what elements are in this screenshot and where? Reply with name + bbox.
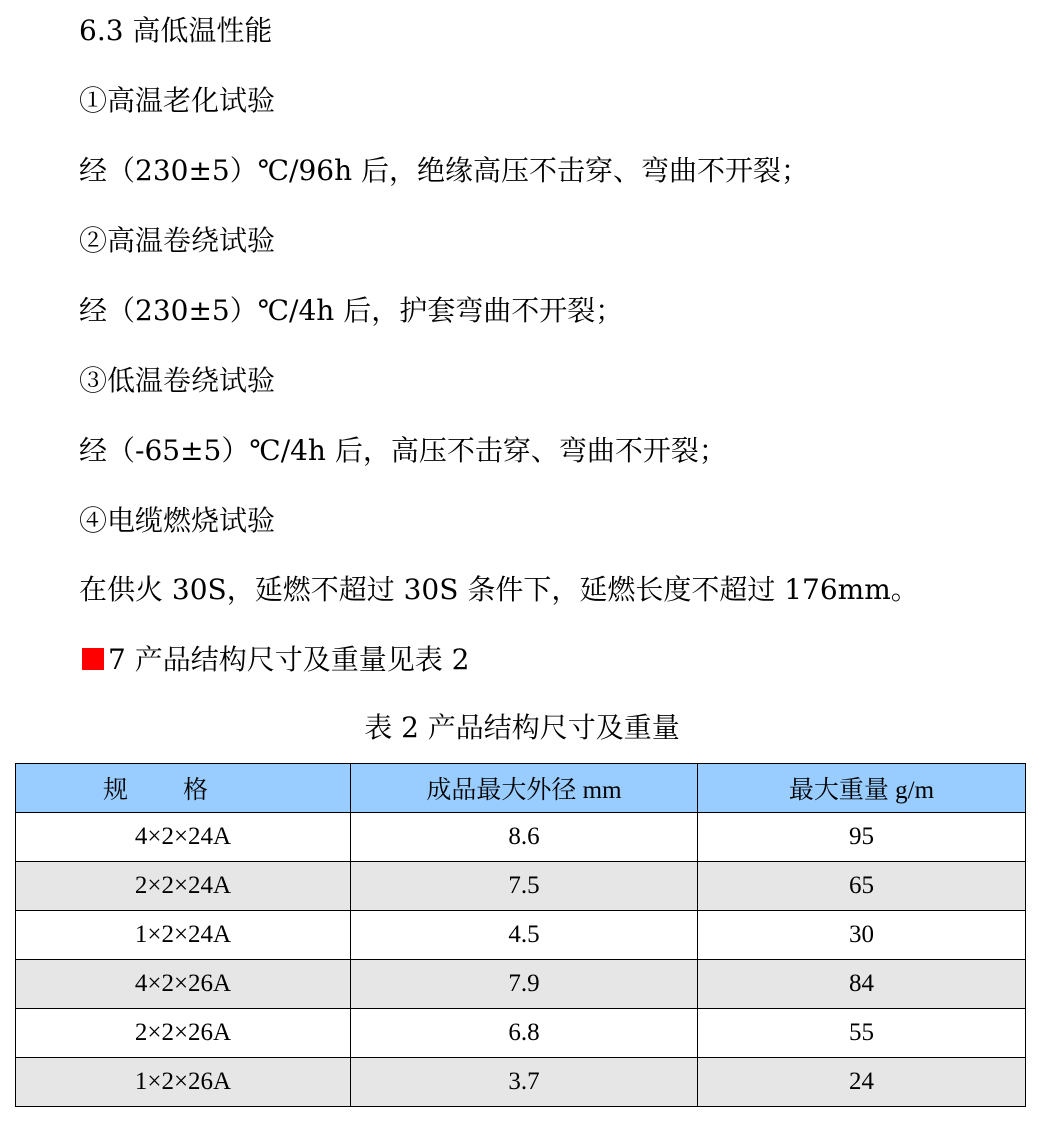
cell-weight: 55 (698, 1009, 1026, 1058)
item-heading-3: ③低温卷绕试验 (79, 364, 276, 397)
item-heading-4: ④电缆燃烧试验 (79, 504, 276, 537)
cell-weight: 24 (698, 1058, 1026, 1107)
cell-weight: 84 (698, 960, 1026, 1009)
cell-weight: 30 (698, 911, 1026, 960)
table-row (16, 862, 1026, 911)
cell-spec: 4×2×26A (16, 960, 351, 1009)
table-row (16, 1058, 1026, 1107)
cell-spec: 2×2×26A (16, 1009, 351, 1058)
section-7-heading (79, 643, 469, 677)
col-header-weight: 最大重量 g/m (698, 764, 1026, 813)
col-header-spec: 规格 (16, 764, 351, 813)
item-heading-2: ②高温卷绕试验 (79, 224, 276, 257)
table-header-row (16, 764, 1026, 813)
spec-table (15, 763, 1026, 1107)
cell-weight: 95 (698, 813, 1026, 862)
cell-diameter: 7.9 (351, 960, 698, 1009)
cell-spec: 1×2×26A (16, 1058, 351, 1107)
cell-spec: 4×2×24A (16, 813, 351, 862)
cell-spec: 1×2×24A (16, 911, 351, 960)
item-text-4: 在供火 30S，延燃不超过 30S 条件下，延燃长度不超过 176mm。 (79, 573, 919, 606)
cell-diameter: 7.5 (351, 862, 698, 911)
item-text-1: 经（230±5）℃/96h 后，绝缘高压不击穿、弯曲不开裂； (79, 154, 810, 187)
table-row (16, 813, 1026, 862)
cell-diameter: 3.7 (351, 1058, 698, 1107)
cell-diameter: 4.5 (351, 911, 698, 960)
cell-diameter: 6.8 (351, 1009, 698, 1058)
item-text-3: 经（-65±5）℃/4h 后，高压不击穿、弯曲不开裂； (79, 434, 727, 467)
table-caption: 表 2 产品结构尺寸及重量 (364, 711, 680, 744)
item-heading-1: ①高温老化试验 (79, 84, 276, 117)
cell-weight: 65 (698, 862, 1026, 911)
cell-spec: 2×2×24A (16, 862, 351, 911)
red-square-bullet-icon (82, 648, 104, 670)
item-text-2: 经（230±5）℃/4h 后，护套弯曲不开裂； (79, 294, 624, 327)
table-row (16, 1009, 1026, 1058)
cell-diameter: 8.6 (351, 813, 698, 862)
table-row (16, 911, 1026, 960)
section-title: 6.3 高低温性能 (79, 14, 273, 47)
col-header-diameter: 成品最大外径 mm (351, 764, 698, 813)
section-7-title: 7 产品结构尺寸及重量见表 2 (108, 643, 470, 676)
table-row (16, 960, 1026, 1009)
